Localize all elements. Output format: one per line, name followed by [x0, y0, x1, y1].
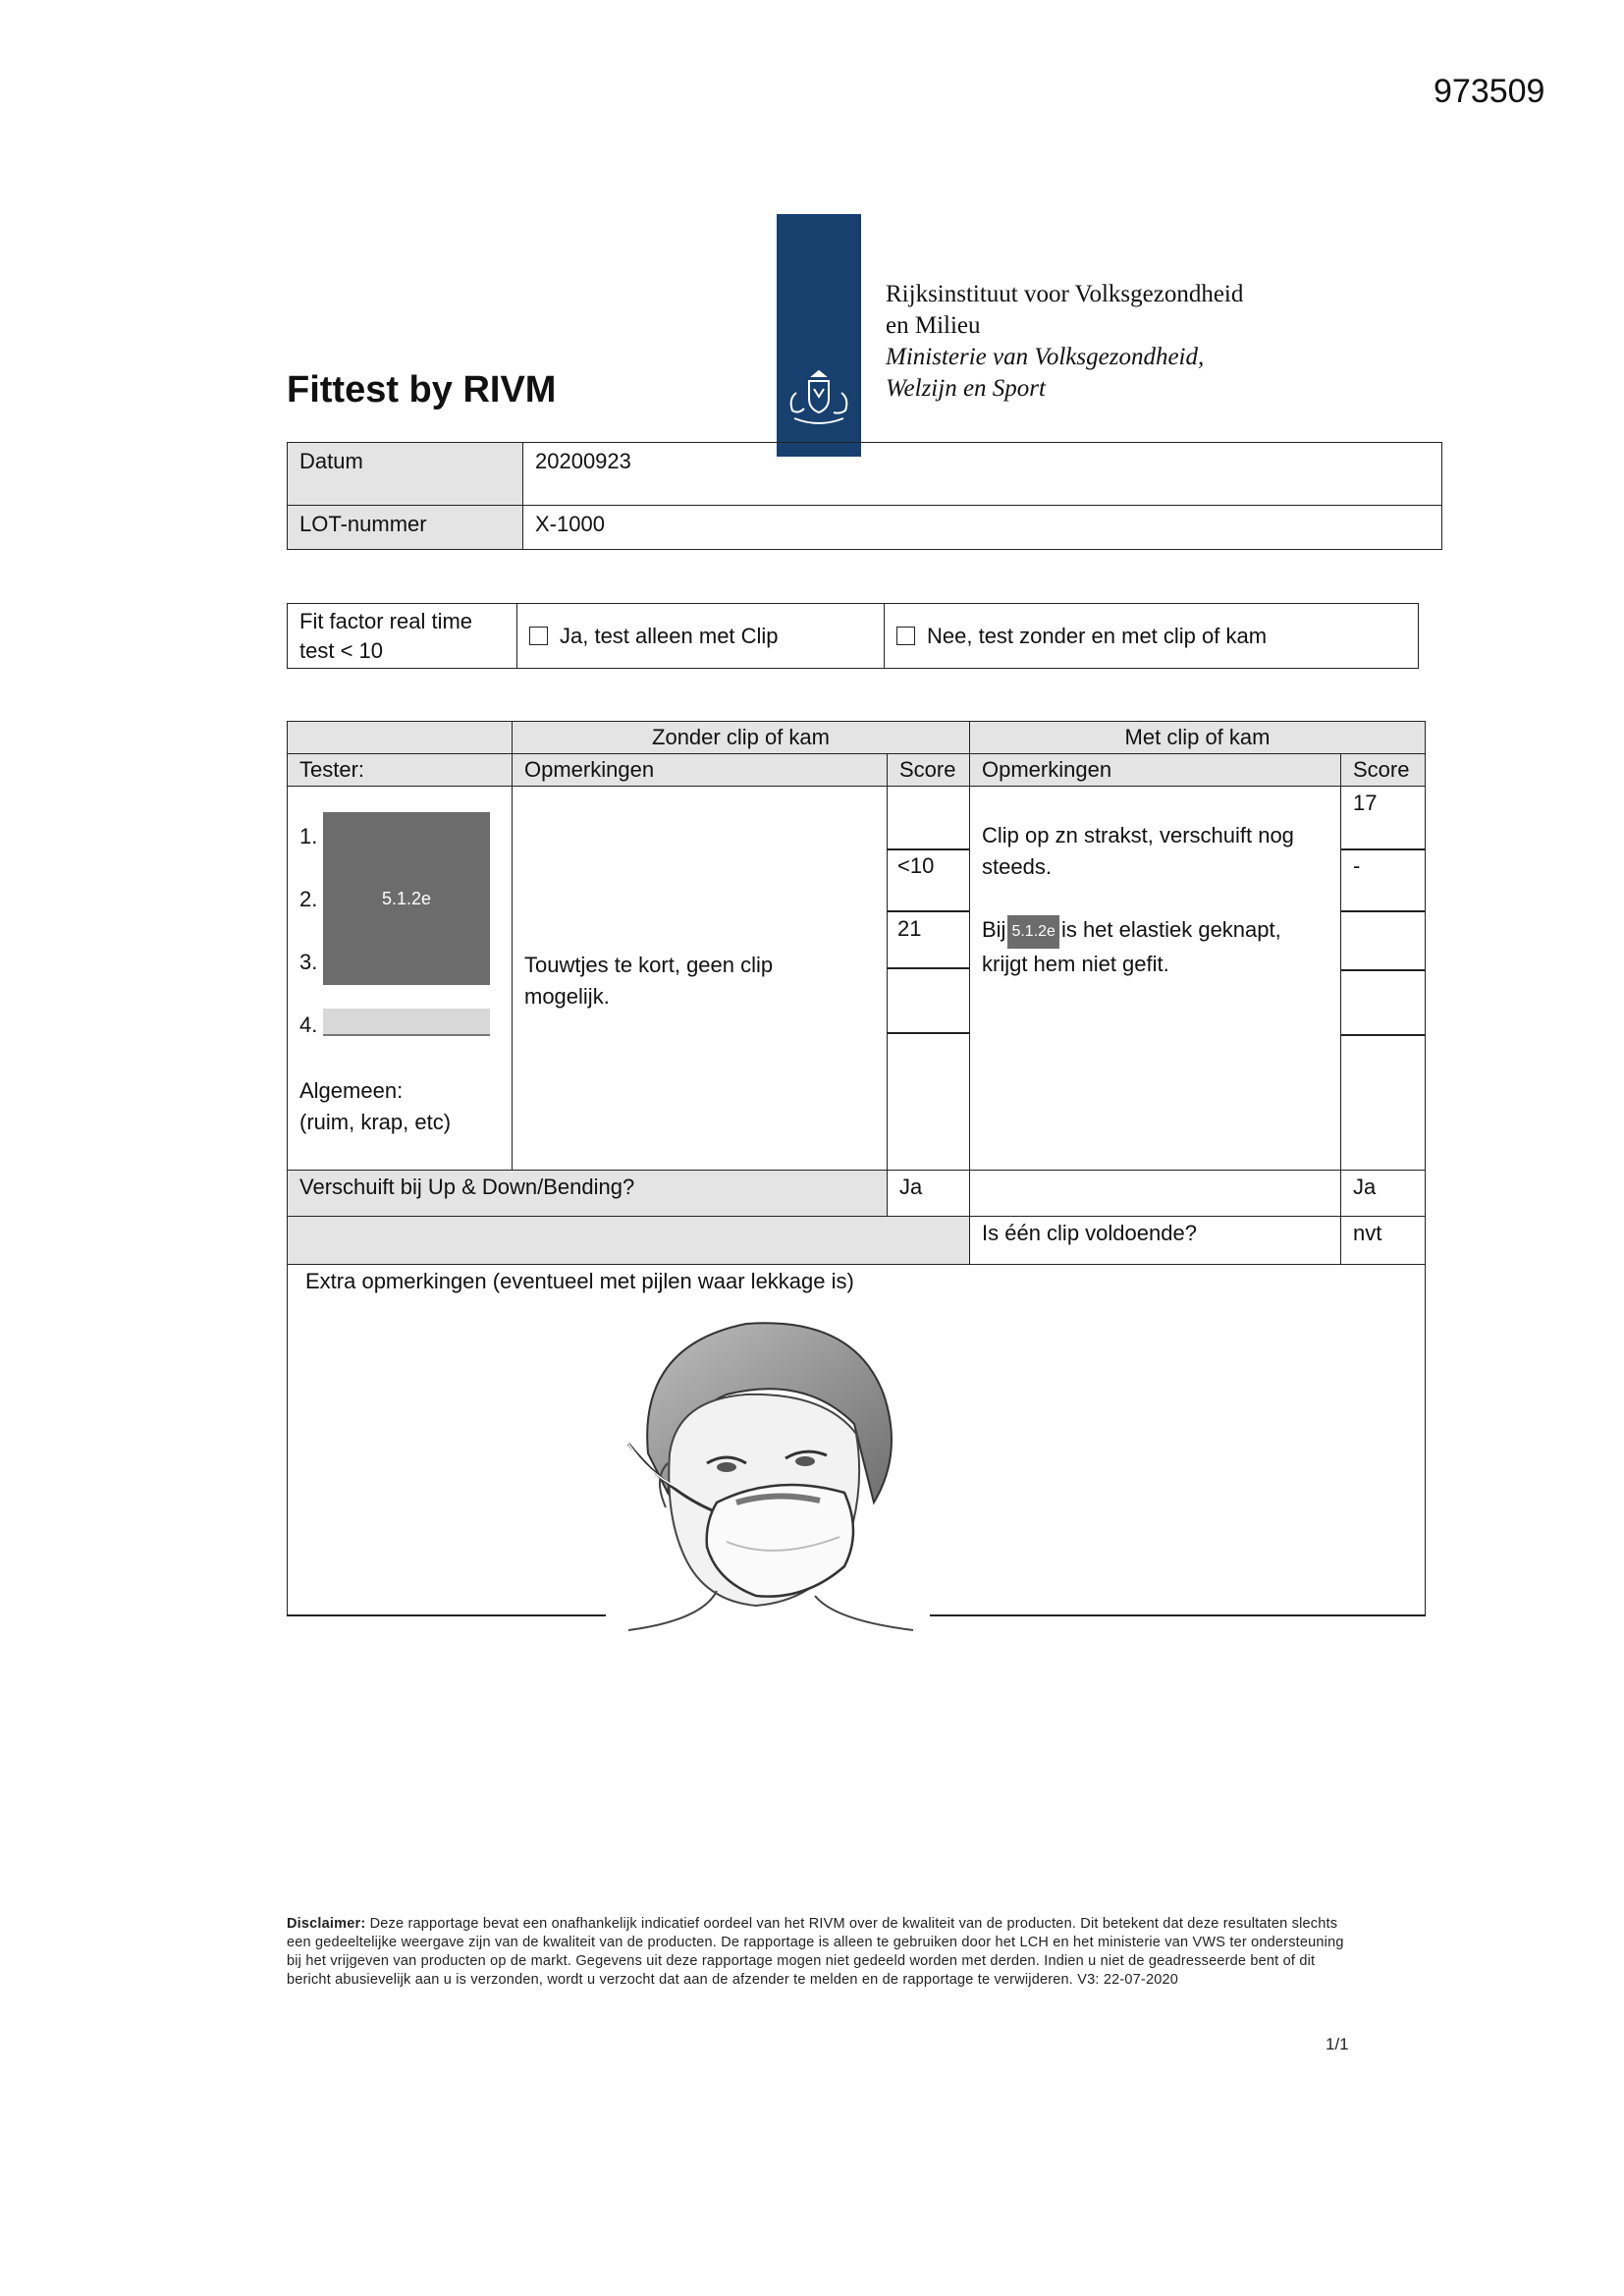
remark-without-line-2: mogelijk.: [524, 984, 610, 1009]
group-without-clip: Zonder clip of kam: [512, 721, 970, 754]
one-clip-label: Is één clip voldoende?: [969, 1216, 1341, 1265]
tester-1: 1.: [299, 824, 318, 848]
group-with-clip: Met clip of kam: [969, 721, 1426, 754]
remark-without-line-1: Touwtjes te kort, geen clip: [524, 953, 774, 977]
option-clip-only[interactable]: [517, 604, 885, 669]
document-number: 973509: [1434, 73, 1545, 110]
fitfactor-table: [287, 603, 1419, 669]
remarks-with-cell: [969, 786, 1341, 1171]
col-remarks-without: Opmerkingen: [512, 753, 888, 787]
ministry-line-1: Ministerie van Volksgezondheid,: [886, 344, 1205, 370]
fitfactor-label-line-1: Fit factor real time: [299, 608, 473, 633]
extra-remarks-label: Extra opmerkingen (eventueel met pijlen waar lekkage is): [305, 1269, 854, 1293]
tester-4: 4.: [299, 1012, 318, 1037]
shift-with-blank: [969, 1170, 1341, 1217]
redacted-tester-4: [323, 1009, 490, 1036]
score-without-2: <10: [897, 853, 935, 878]
scores-with-cell: [1340, 786, 1426, 1171]
col-remarks-with: Opmerkingen: [969, 753, 1341, 787]
checkbox-icon[interactable]: [529, 627, 548, 645]
score-without-3: 21: [897, 916, 922, 941]
dutch-coat-of-arms-icon: [777, 365, 861, 436]
one-clip-value: nvt: [1340, 1216, 1426, 1265]
face-mask-illustration: [609, 1306, 933, 1640]
fitfactor-label-line-2: test < 10: [299, 637, 384, 663]
remark-with-2-suffix: is het elastiek geknapt,: [1060, 917, 1281, 942]
header-empty: [287, 721, 513, 754]
page-title: Fittest by RIVM: [287, 369, 557, 410]
tester-3: 3.: [299, 950, 318, 974]
remark-with-2-line-2: krijgt hem niet gefit.: [982, 952, 1169, 976]
option-without-and-with[interactable]: [885, 604, 1419, 669]
col-score-without: Score: [887, 753, 970, 787]
datum-label: Datum: [288, 443, 523, 506]
remark-without: [524, 950, 773, 1012]
lot-label: LOT-nummer: [288, 506, 523, 550]
page-number: 1/1: [1326, 2035, 1349, 2053]
tester-2: 2.: [299, 887, 318, 911]
lot-value: X-1000: [523, 506, 1442, 550]
redacted-name: 5.1.2e: [1007, 915, 1058, 949]
fitfactor-label: [288, 604, 517, 669]
general-line-1: Algemeen:: [299, 1078, 404, 1103]
institution-name: [886, 279, 1243, 405]
disclaimer-text: Deze rapportage bevat een onafhankelijk indicatief oordeel van het RIVM over de kwaliteit van de producten. Dit betekent dat deze resultaten slechts een gedeeltelijke weergave zijn van de kwaliteit van de producten. De rapportage is alleen te gebruiken door het LCH en het ministerie van VWS ter ondersteuning bij het vrijgeven van producten op de markt. Gegevens uit deze rapportage mogen niet gedeeld worden met derden. Indien u niet de geadresseerde bent of dit bericht abusievelijk aan u is verzonden, wordt u verzocht dat aan de afzender te melden en de rapportage te verwijderen. V3: 22-07-2020: [287, 1916, 1344, 1988]
score-with-1: 17: [1353, 791, 1378, 815]
col-tester: Tester:: [287, 753, 513, 787]
remark-with-1: [982, 820, 1294, 883]
remark-with-1-line-1: Clip op zn strakst, verschuift nog: [982, 823, 1294, 847]
option-without-and-with-label: Nee, test zonder en met clip of kam: [927, 623, 1268, 648]
option-clip-only-label: Ja, test alleen met Clip: [560, 623, 779, 648]
general-label: [299, 1075, 451, 1138]
checkbox-icon[interactable]: [896, 627, 915, 645]
disclaimer: [287, 1915, 1347, 1990]
shift-label: Verschuift bij Up & Down/Bending?: [287, 1170, 888, 1217]
tester-cell: [287, 786, 513, 1171]
ministry-line-2: Welzijn en Sport: [886, 375, 1046, 402]
redacted-testers: 5.1.2e: [323, 812, 490, 985]
score-with-2: -: [1353, 853, 1361, 878]
info-table: [287, 442, 1442, 550]
scores-without-cell: [887, 786, 970, 1171]
remark-with-1-line-2: steeds.: [982, 854, 1052, 879]
datum-value: 20200923: [523, 443, 1442, 506]
remark-with-2: [982, 914, 1281, 980]
shift-with-value: Ja: [1340, 1170, 1426, 1217]
institution-line-1: Rijksinstituut voor Volksgezondheid: [886, 281, 1244, 307]
one-clip-blank: [287, 1216, 970, 1265]
institution-line-2: en Milieu: [886, 312, 981, 339]
general-line-2: (ruim, krap, etc): [299, 1110, 452, 1134]
disclaimer-label: Disclaimer:: [287, 1916, 366, 1932]
remark-with-2-prefix: Bij: [982, 917, 1006, 942]
col-score-with: Score: [1340, 753, 1426, 787]
remarks-without-cell: [512, 786, 888, 1171]
shift-without-value: Ja: [887, 1170, 970, 1217]
